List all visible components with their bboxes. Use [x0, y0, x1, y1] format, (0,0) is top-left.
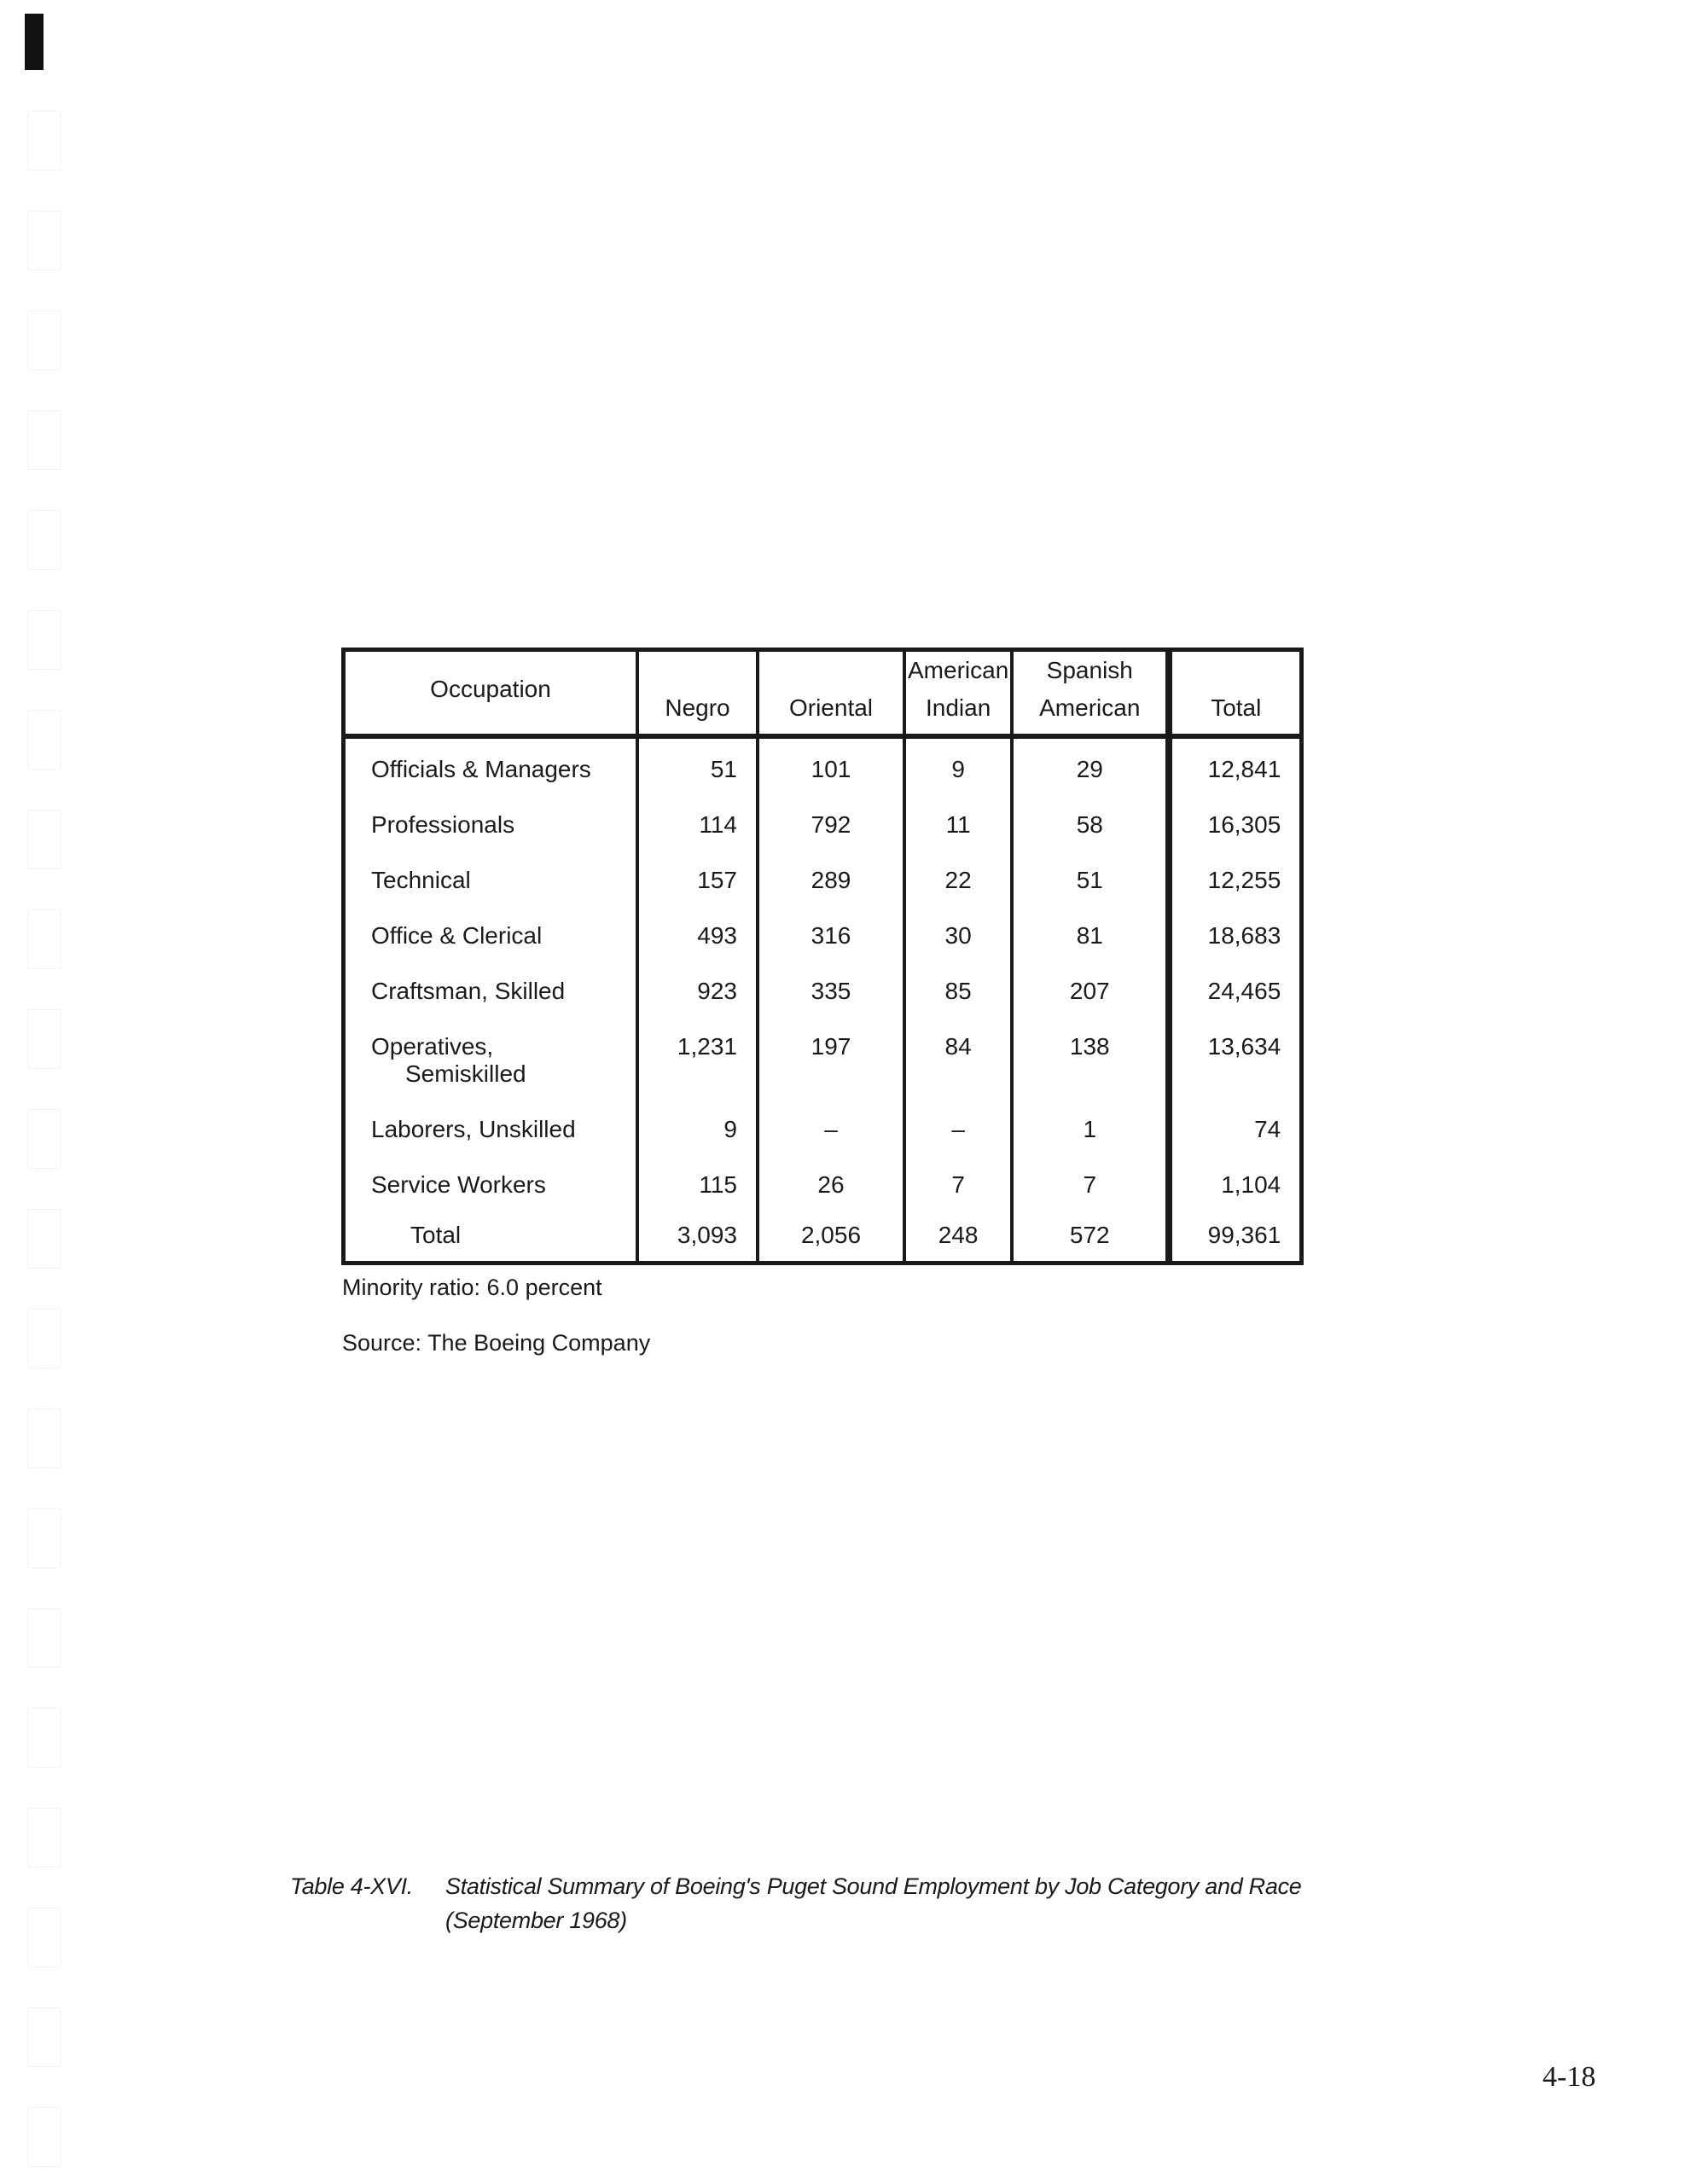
binder-hole-outline: [27, 311, 61, 370]
occupation-label: Total: [410, 1222, 462, 1248]
minority-ratio-note: Minority ratio: 6.0 percent: [342, 1275, 602, 1300]
negro-cell: 51: [637, 736, 758, 798]
table-total-row: [344, 1213, 1302, 1263]
binder-hole-outline: [27, 1109, 61, 1169]
header-line: American: [1039, 694, 1141, 721]
header-american-indian: [904, 650, 1012, 737]
occupation-label: Officials & Managers: [371, 756, 591, 782]
binder-hole-outline: [27, 1608, 61, 1668]
caption-label: Table 4-XVI.: [290, 1873, 413, 1899]
negro-cell: 1,231: [637, 1019, 758, 1102]
binder-hole-outline: [27, 1209, 61, 1269]
spanish-american-cell: 1: [1012, 1102, 1169, 1158]
occupation-cell: [344, 853, 638, 909]
table-row: [344, 1019, 1302, 1102]
negro-cell: 3,093: [637, 1213, 758, 1263]
occupation-label: Laborers, Unskilled: [371, 1116, 576, 1142]
employment-table: [341, 648, 1304, 1265]
oriental-cell: 335: [758, 964, 904, 1019]
american-indian-cell: –: [904, 1102, 1012, 1158]
american-indian-cell: 85: [904, 964, 1012, 1019]
binder-hole-outline: [27, 1309, 61, 1368]
negro-cell: 115: [637, 1158, 758, 1213]
table-header-row: [344, 650, 1302, 737]
oriental-cell: 101: [758, 736, 904, 798]
scan-registration-mark: [25, 14, 44, 70]
source-note: Source: The Boeing Company: [342, 1330, 651, 1356]
header-line: Indian: [925, 694, 991, 721]
american-indian-cell: 84: [904, 1019, 1012, 1102]
occupation-label-line2: Semiskilled: [405, 1060, 526, 1087]
oriental-cell: 316: [758, 909, 904, 964]
binder-hole-outline: [27, 510, 61, 570]
american-indian-cell: 248: [904, 1213, 1012, 1263]
occupation-label: Service Workers: [371, 1171, 546, 1198]
header-line: Spanish: [1046, 657, 1133, 683]
negro-cell: 923: [637, 964, 758, 1019]
total-cell: 1,104: [1169, 1158, 1302, 1213]
occupation-cell: [344, 909, 638, 964]
negro-cell: 9: [637, 1102, 758, 1158]
american-indian-cell: 30: [904, 909, 1012, 964]
occupation-label: Office & Clerical: [371, 922, 543, 949]
binder-hole-outline: [27, 1808, 61, 1867]
spanish-american-cell: 138: [1012, 1019, 1169, 1102]
caption-date: (September 1968): [445, 1908, 627, 1933]
binder-hole-outline: [27, 1009, 61, 1069]
spanish-american-cell: 29: [1012, 736, 1169, 798]
binder-hole-outline: [27, 211, 61, 270]
binder-hole-outline: [27, 111, 61, 171]
header-negro: Negro: [637, 650, 758, 737]
spanish-american-cell: 7: [1012, 1158, 1169, 1213]
total-cell: 16,305: [1169, 798, 1302, 853]
total-cell: 24,465: [1169, 964, 1302, 1019]
negro-cell: 114: [637, 798, 758, 853]
table-row: [344, 1158, 1302, 1213]
occupation-label: Professionals: [371, 811, 515, 838]
header-total: Total: [1169, 650, 1302, 737]
binder-hole-outline: [27, 2007, 61, 2067]
occupation-label: Technical: [371, 867, 471, 893]
american-indian-cell: 9: [904, 736, 1012, 798]
binder-hole-outline: [27, 1409, 61, 1468]
binder-hole-outline: [27, 810, 61, 869]
occupation-label: Craftsman, Skilled: [371, 978, 566, 1004]
binder-hole-outline: [27, 710, 61, 770]
table-row: [344, 1102, 1302, 1158]
table-row: [344, 798, 1302, 853]
spanish-american-cell: 572: [1012, 1213, 1169, 1263]
total-cell: 99,361: [1169, 1213, 1302, 1263]
table-row: [344, 853, 1302, 909]
total-cell: 12,841: [1169, 736, 1302, 798]
negro-cell: 493: [637, 909, 758, 964]
american-indian-cell: 22: [904, 853, 1012, 909]
oriental-cell: 792: [758, 798, 904, 853]
spanish-american-cell: 207: [1012, 964, 1169, 1019]
total-cell: 13,634: [1169, 1019, 1302, 1102]
binder-hole-outline: [27, 1908, 61, 1967]
oriental-cell: 289: [758, 853, 904, 909]
occupation-cell: [344, 1213, 638, 1263]
spanish-american-cell: 58: [1012, 798, 1169, 853]
oriental-cell: 26: [758, 1158, 904, 1213]
table-row: [344, 736, 1302, 798]
oriental-cell: 2,056: [758, 1213, 904, 1263]
occupation-cell: [344, 1158, 638, 1213]
total-cell: 12,255: [1169, 853, 1302, 909]
binder-hole-outline: [27, 909, 61, 969]
table-row: [344, 909, 1302, 964]
oriental-cell: 197: [758, 1019, 904, 1102]
header-spanish-american: [1012, 650, 1169, 737]
american-indian-cell: 7: [904, 1158, 1012, 1213]
total-cell: 74: [1169, 1102, 1302, 1158]
negro-cell: 157: [637, 853, 758, 909]
header-occupation: Occupation: [344, 650, 638, 737]
occupation-cell: [344, 798, 638, 853]
american-indian-cell: 11: [904, 798, 1012, 853]
page-number: 4-18: [1543, 2061, 1596, 2093]
header-line: American: [908, 657, 1009, 683]
occupation-cell: [344, 1019, 638, 1102]
spanish-american-cell: 51: [1012, 853, 1169, 909]
binder-hole-outline: [27, 1708, 61, 1768]
occupation-cell: [344, 964, 638, 1019]
binder-hole-outline: [27, 410, 61, 470]
spanish-american-cell: 81: [1012, 909, 1169, 964]
oriental-cell: –: [758, 1102, 904, 1158]
header-oriental: Oriental: [758, 650, 904, 737]
binder-hole-outline: [27, 610, 61, 670]
table-row: [344, 964, 1302, 1019]
binder-hole-outline: [27, 1508, 61, 1568]
binder-hole-outline: [27, 2107, 61, 2167]
caption-title: Statistical Summary of Boeing's Puget Sound Employment by Job Category and Race: [445, 1873, 1302, 1899]
total-cell: 18,683: [1169, 909, 1302, 964]
occupation-cell: [344, 736, 638, 798]
occupation-label: Operatives,: [371, 1033, 494, 1060]
occupation-cell: [344, 1102, 638, 1158]
